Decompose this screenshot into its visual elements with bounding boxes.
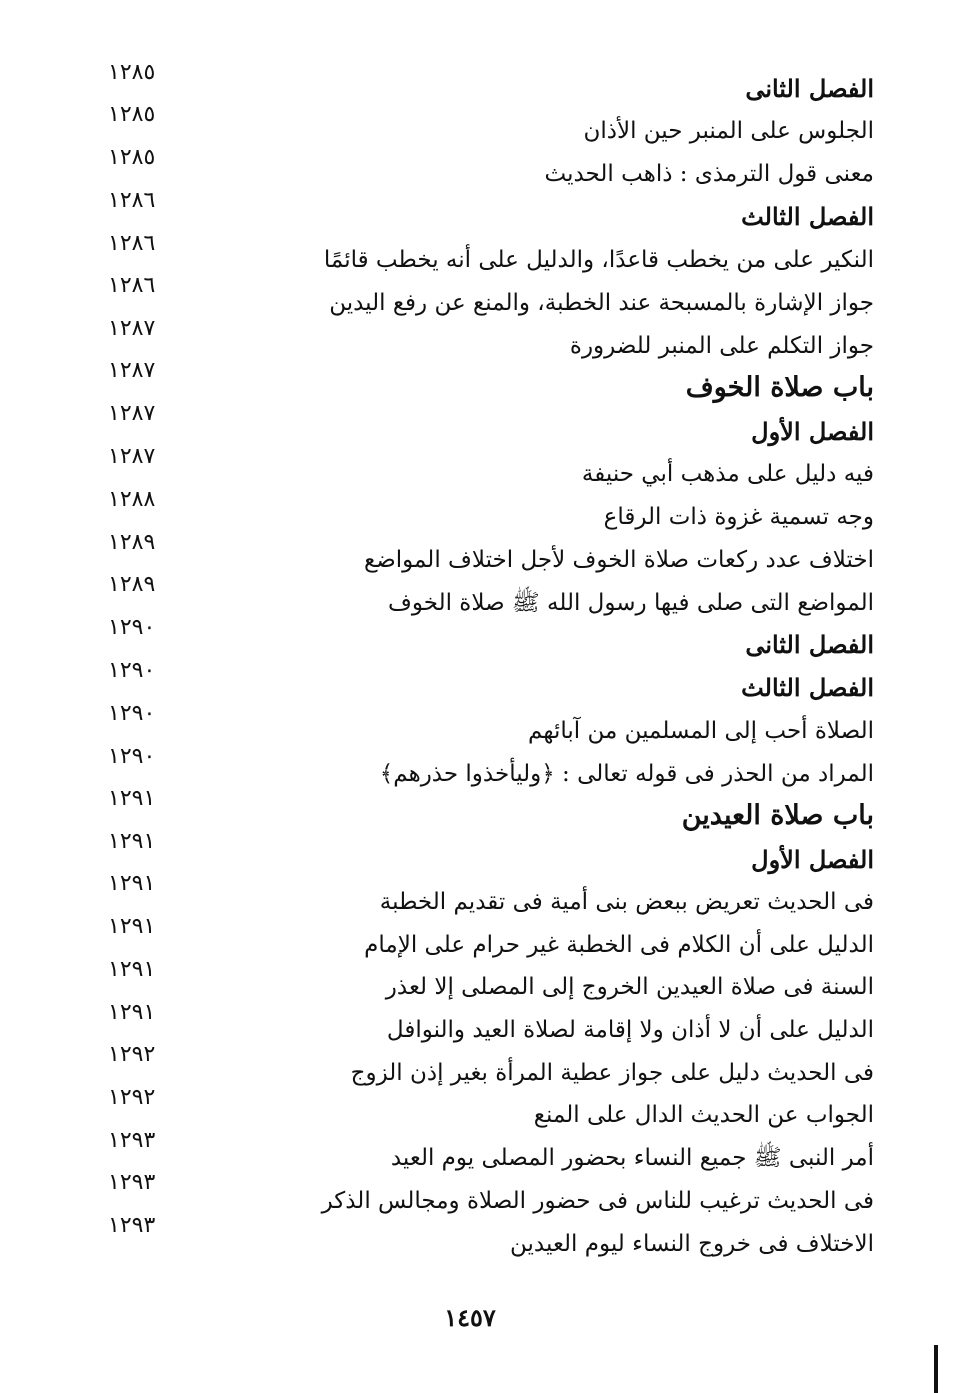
toc-page-number: ١٢٩٣ (108, 1213, 156, 1238)
toc-entry: الدليل على أن لا أذان ولا إقامة لصلاة العيد والنوافل (386, 1017, 874, 1043)
toc-entry: المواضع التى صلى فيها رسول الله ﷺ صلاة الخوف (388, 590, 874, 616)
toc-entry: باب صلاة الخوف (685, 372, 874, 403)
toc-page-number: ١٢٩٢ (108, 1085, 156, 1110)
toc-page-number: ١٢٨٧ (108, 401, 156, 426)
toc-entry: الصلاة أحب إلى المسلمين من آبائهم (528, 718, 874, 744)
toc-entry: جواز الإشارة بالمسبحة عند الخطبة، والمنع عن رفع اليدين (329, 290, 874, 316)
toc-entry: الدليل على أن الكلام فى الخطبة غير حرام على الإمام (364, 932, 874, 958)
toc-entry: معنى قول الترمذى : ذاهب الحديث (544, 161, 874, 187)
toc-entry: الفصل الثالث (741, 673, 874, 702)
page-number: ١٤٥٧ (444, 1303, 496, 1332)
toc-page-number: ١٢٩١ (108, 914, 156, 939)
toc-page-number: ١٢٩٣ (108, 1170, 156, 1195)
toc-page-number: ١٢٩٢ (108, 1042, 156, 1067)
toc-entry: أمر النبى ﷺ جميع النساء بحضور المصلى يوم العيد (390, 1145, 874, 1171)
toc-entry: اختلاف عدد ركعات صلاة الخوف لأجل اختلاف المواضع (363, 547, 874, 573)
toc-entry: المراد من الحذر فى قوله تعالى : ﴿وليأخذوا حذرهم﴾ (379, 761, 874, 787)
toc-page-number: ١٢٩٠ (108, 701, 156, 726)
toc-entry: فى الحديث دليل على جواز عطية المرأة بغير إذن الزوج (350, 1060, 874, 1086)
toc-entry: الفصل الأول (751, 845, 874, 874)
toc-page-number: ١٢٩١ (108, 1000, 156, 1025)
toc-page-number: ١٢٩١ (108, 786, 156, 811)
toc-entry: الفصل الأول (751, 417, 874, 446)
toc-page-number: ١٢٩٠ (108, 615, 156, 640)
toc-entry: باب صلاة العيدين (681, 800, 874, 831)
toc-entry: الفصل الثالث (741, 202, 874, 231)
toc-page-number: ١٢٩١ (108, 957, 156, 982)
toc-entry: جواز التكلم على المنبر للضرورة (569, 333, 874, 359)
toc-page-number: ١٢٩١ (108, 829, 156, 854)
toc-entry: فى الحديث تعريض ببعض بنى أمية فى تقديم الخطبة (379, 889, 874, 915)
toc-page-number: ١٢٩٠ (108, 658, 156, 683)
toc-entry: الاختلاف فى خروج النساء ليوم العيدين (510, 1231, 874, 1257)
toc-page-number: ١٢٨٧ (108, 444, 156, 469)
toc-page-number: ١٢٨٧ (108, 358, 156, 383)
toc-page-number: ١٢٨٥ (108, 145, 156, 170)
scan-edge-mark (934, 1345, 938, 1393)
toc-page-number: ١٢٨٥ (108, 60, 156, 85)
toc-page-number: ١٢٨٨ (108, 487, 156, 512)
toc-page-number: ١٢٩٠ (108, 744, 156, 769)
toc-entry: الجواب عن الحديث الدال على المنع (533, 1102, 874, 1128)
toc-entry: وجه تسمية غزوة ذات الرقاع (603, 504, 874, 530)
toc-entry: الجلوس على المنبر حين الأذان (583, 118, 874, 144)
toc-page-number: ١٢٨٩ (108, 572, 156, 597)
toc-page-number: ١٢٨٦ (108, 231, 156, 256)
toc-entry: فيه دليل على مذهب أبي حنيفة (581, 461, 874, 487)
toc-entry: الفصل الثانى (745, 74, 874, 103)
toc-page-number: ١٢٩٣ (108, 1128, 156, 1153)
toc-entry: فى الحديث ترغيب للناس فى حضور الصلاة ومجالس الذكر (321, 1188, 874, 1214)
toc-page-number: ١٢٩١ (108, 871, 156, 896)
toc-page-number: ١٢٨٩ (108, 530, 156, 555)
toc-entry: السنة فى صلاة العيدين الخروج إلى المصلى إلا لعذر (385, 974, 874, 1000)
toc-page-number: ١٢٨٧ (108, 316, 156, 341)
toc-entry: الفصل الثانى (745, 630, 874, 659)
toc-page-number: ١٢٨٦ (108, 188, 156, 213)
toc-page-number: ١٢٨٥ (108, 102, 156, 127)
toc-page-number: ١٢٨٦ (108, 273, 156, 298)
toc-entry: النكير على من يخطب قاعدًا، والدليل على أنه يخطب قائمًا (323, 247, 874, 273)
